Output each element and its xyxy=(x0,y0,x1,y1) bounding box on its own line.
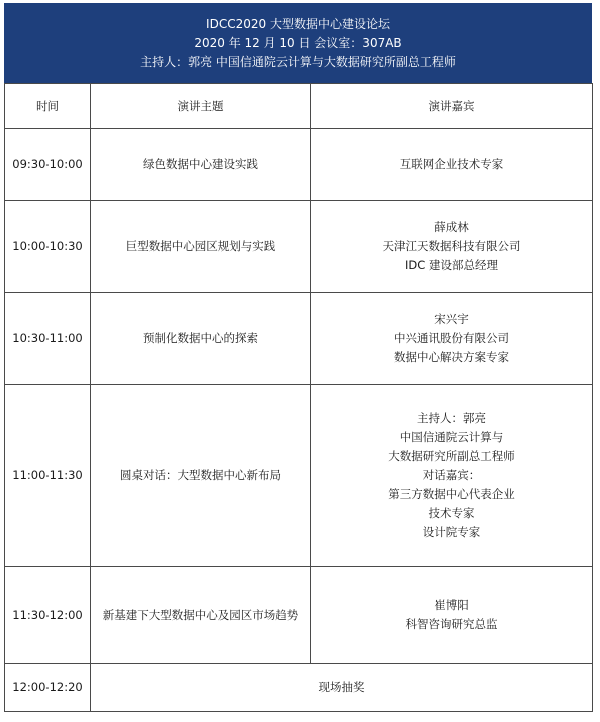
speaker-line: 大数据研究所副总工程师 xyxy=(388,449,515,463)
topic-cell: 新基建下大型数据中心及园区市场趋势 xyxy=(91,567,311,664)
time-cell: 10:30-11:00 xyxy=(5,293,91,385)
time-cell: 09:30-10:00 xyxy=(5,129,91,201)
speaker-line: 宋兴宇 xyxy=(434,312,469,326)
speaker-line: 天津江天数据科技有限公司 xyxy=(382,239,521,253)
table-row xyxy=(5,293,593,385)
column-header-speaker: 演讲嘉宾 xyxy=(311,84,593,129)
speaker-cell xyxy=(311,201,593,293)
time-cell: 10:00-10:30 xyxy=(5,201,91,293)
column-header-time: 时间 xyxy=(5,84,91,129)
speaker-line: 互联网企业技术专家 xyxy=(399,157,504,171)
forum-host: 主持人：郭亮 中国信通院云计算与大数据研究所副总工程师 xyxy=(140,54,456,69)
speaker-line: IDC 建设部总经理 xyxy=(405,258,498,272)
speaker-line: 设计院专家 xyxy=(422,525,481,539)
agenda-header xyxy=(4,3,592,83)
topic-cell: 巨型数据中心园区规划与实践 xyxy=(91,201,311,293)
merged-cell: 现场抽奖 xyxy=(91,664,593,712)
forum-title: IDCC2020 大型数据中心建设论坛 xyxy=(206,16,390,31)
speaker-line: 科智咨询研究总监 xyxy=(405,617,498,631)
speaker-line: 对话嘉宾： xyxy=(422,468,481,482)
time-cell: 11:00-11:30 xyxy=(5,385,91,567)
speaker-line: 数据中心解决方案专家 xyxy=(394,350,509,364)
table-row xyxy=(5,129,593,201)
table-row xyxy=(5,385,593,567)
speaker-cell xyxy=(311,385,593,567)
time-cell: 11:30-12:00 xyxy=(5,567,91,664)
speaker-line: 薛成林 xyxy=(434,220,469,234)
topic-cell: 预制化数据中心的探索 xyxy=(91,293,311,385)
table-row xyxy=(5,201,593,293)
speaker-line: 中兴通讯股份有限公司 xyxy=(394,331,509,345)
agenda-table xyxy=(4,83,593,712)
speaker-cell xyxy=(311,567,593,664)
agenda-sheet xyxy=(4,3,592,711)
speaker-cell xyxy=(311,293,593,385)
speaker-line: 崔博阳 xyxy=(434,598,469,612)
table-row xyxy=(5,664,593,712)
topic-cell: 绿色数据中心建设实践 xyxy=(91,129,311,201)
column-header-topic: 演讲主题 xyxy=(91,84,311,129)
topic-cell: 圆桌对话：大型数据中心新布局 xyxy=(91,385,311,567)
time-cell: 12:00-12:20 xyxy=(5,664,91,712)
date-room: 2020 年 12 月 10 日 会议室：307AB xyxy=(194,35,402,50)
table-row xyxy=(5,567,593,664)
speaker-line: 主持人：郭亮 xyxy=(417,411,486,425)
speaker-line: 第三方数据中心代表企业 xyxy=(388,487,515,501)
speaker-line: 技术专家 xyxy=(428,506,475,520)
table-header-row xyxy=(5,84,593,129)
speaker-line: 中国信通院云计算与 xyxy=(399,430,504,444)
speaker-cell xyxy=(311,129,593,201)
